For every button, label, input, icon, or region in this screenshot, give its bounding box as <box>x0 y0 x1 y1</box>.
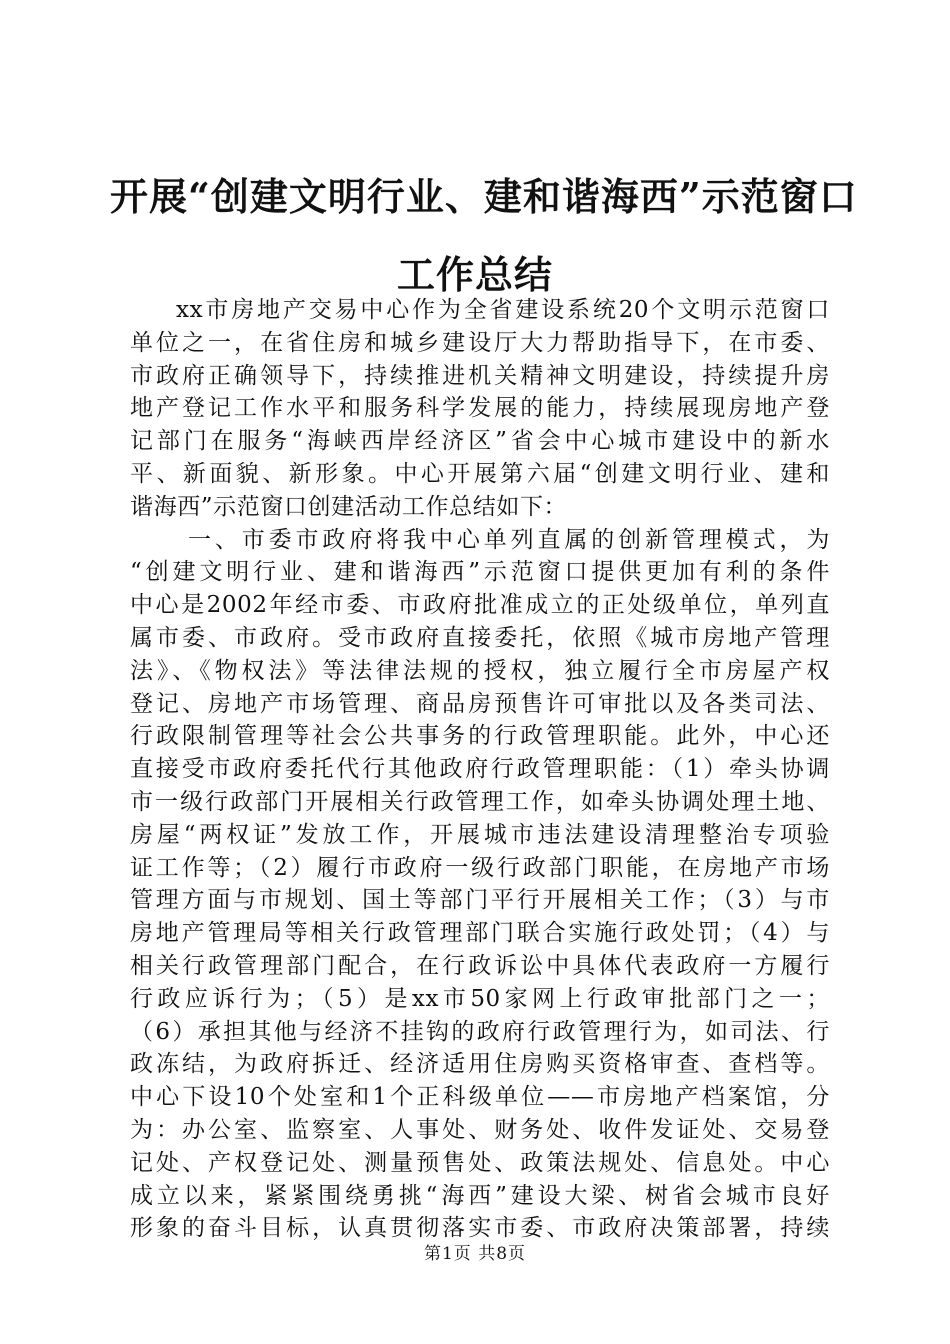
body-line: 直接受市政府委托代行其他政府行政管理职能：（1）牵头协调 <box>130 756 830 783</box>
body-line: 中心下设10个处室和1个正科级单位——市房地产档案馆，分 <box>130 1084 830 1111</box>
body-line: 为：办公室、监察室、人事处、财务处、收件发证处、交易登 <box>130 1116 830 1143</box>
body-line: 市政府正确领导下，持续推进机关精神文明建设，持续提升房 <box>130 362 830 389</box>
document-title <box>110 158 858 314</box>
body-line: 地产登记工作水平和服务科学发展的能力，持续展现房地产登 <box>130 395 830 422</box>
body-line: 单位之一，在省住房和城乡建设厅大力帮助指导下，在市委、 <box>130 329 830 356</box>
body-line: 形象的奋斗目标，认真贯彻落实市委、市政府决策部署，持续 <box>130 1215 830 1242</box>
body-line: 谐海西”示范窗口创建活动工作总结如下： <box>130 493 568 520</box>
body-line: 法》、《物权法》等法律法规的授权，独立履行全市房屋产权 <box>130 657 830 684</box>
body-line: 行政应诉行为；（5）是xx市50家网上行政审批部门之一； <box>130 985 830 1012</box>
body-line: 成立以来，紧紧围绕勇挑“海西”建设大梁、树省会城市良好 <box>130 1182 830 1209</box>
body-line: 房屋“两权证”发放工作，开展城市违法建设清理整治专项验 <box>130 821 830 848</box>
body-line: 证工作等；（2）履行市政府一级行政部门职能，在房地产市场 <box>130 854 830 881</box>
body-line: 房地产管理局等相关行政管理部门联合实施行政处罚；（4）与 <box>130 920 830 947</box>
title-line-2: 工作总结 <box>396 252 553 297</box>
body-line: 中心是2002年经市委、市政府批准成立的正处级单位，单列直 <box>130 592 830 619</box>
section-heading-line: “创建文明行业、建和谐海西”示范窗口提供更加有利的条件 <box>130 559 830 586</box>
body-line: （6）承担其他与经济不挂钩的政府行政管理行为，如司法、行 <box>130 1018 830 1045</box>
body-line: 市一级行政部门开展相关行政管理工作，如牵头协调处理土地、 <box>130 788 830 815</box>
body-line: 登记、房地产市场管理、商品房预售许可审批以及各类司法、 <box>130 690 830 717</box>
body-line: 记处、产权登记处、测量预售处、政策法规处、信息处。中心 <box>130 1149 830 1176</box>
body-line: 政冻结，为政府拆迁、经济适用住房购买资格审查、查档等。 <box>130 1051 830 1078</box>
document-body <box>130 294 830 1245</box>
title-line-1: 开展“创建文明行业、建和谐海西”示范窗口 <box>110 174 858 219</box>
body-line: 属市委、市政府。受市政府直接委托，依照《城市房地产管理 <box>130 624 830 651</box>
section-heading-line: 一、市委市政府将我中心单列直属的创新管理模式，为 <box>188 526 830 553</box>
body-line: 记部门在服务“海峡西岸经济区”省会中心城市建设中的新水 <box>130 428 830 455</box>
body-line: 平、新面貌、新形象。中心开展第六届“创建文明行业、建和 <box>130 460 830 487</box>
body-line: xx市房地产交易中心作为全省建设系统20个文明示范窗口 <box>176 297 830 323</box>
page-number-footer: 第1页 共8页 <box>423 1244 527 1264</box>
body-line: 管理方面与市规划、国土等部门平行开展相关工作；（3）与市 <box>130 887 830 914</box>
body-line: 行政限制管理等社会公共事务的行政管理职能。此外，中心还 <box>130 723 830 750</box>
body-line: 相关行政管理部门配合，在行政诉讼中具体代表政府一方履行 <box>130 952 830 979</box>
